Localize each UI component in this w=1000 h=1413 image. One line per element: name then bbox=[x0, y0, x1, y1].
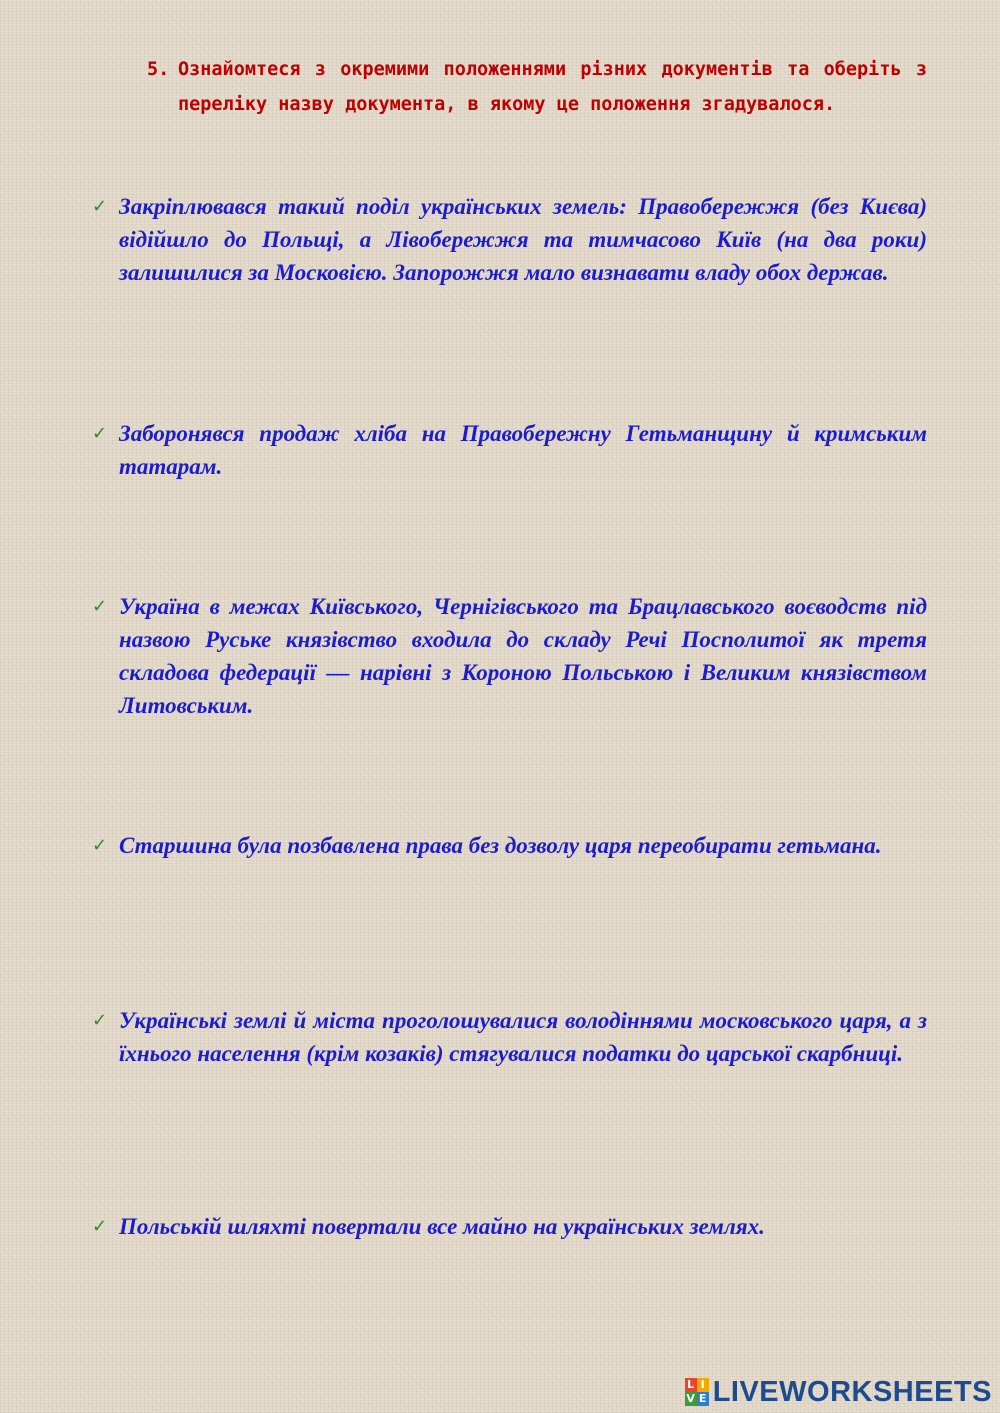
task-number: 5. bbox=[147, 59, 170, 80]
task-text: Ознайомтеся з окремими положеннями різних документів та оберіть з переліку назву документа, в якому це положення згадувалося. bbox=[178, 59, 927, 115]
checkmark-icon: ✓ bbox=[92, 196, 108, 217]
statement-item bbox=[92, 417, 927, 483]
liveworksheets-logo-icon: L I V E bbox=[685, 1378, 709, 1406]
statement-item bbox=[92, 1004, 927, 1070]
statement-text: Заборонявся продаж хліба на Правобережну Гетьманщину й кримським татарам. bbox=[119, 421, 927, 479]
statement-item bbox=[92, 190, 927, 289]
statement-text: Українські землі й міста проголошувалися володіннями московського царя, а з їхнього населення (крім козаків) стягувалися податки до царської скарбниці. bbox=[119, 1008, 927, 1066]
checkmark-icon: ✓ bbox=[92, 1010, 108, 1031]
statement-item bbox=[92, 829, 927, 862]
checkmark-icon: ✓ bbox=[92, 835, 108, 856]
statement-item bbox=[92, 590, 927, 722]
statement-item bbox=[92, 1210, 927, 1243]
task-instruction bbox=[147, 52, 927, 122]
statement-text: Закріплювався такий поділ українських земель: Правобережжя (без Києва) відійшло до Польщі, а Лівобережжя та тимчасово Київ (на два роки) залишилися за Московією. Запорожжя мало визнавати владу обох держав. bbox=[119, 194, 927, 285]
checkmark-icon: ✓ bbox=[92, 596, 108, 617]
statement-text: Україна в межах Київського, Чернігівського та Брацлавського воєводств під назвою Руське князівство входила до складу Речі Посполитої як третя складова федерації — нарівні з Короною Польською і Великим князівством Литовським. bbox=[119, 594, 927, 718]
logo-text: LIVEWORKSHEETS bbox=[712, 1375, 992, 1408]
checkmark-icon: ✓ bbox=[92, 423, 108, 444]
checkmark-icon: ✓ bbox=[92, 1216, 108, 1237]
statement-text: Старшина була позбавлена права без дозволу царя переобирати гетьмана. bbox=[119, 833, 882, 858]
liveworksheets-logo bbox=[685, 1375, 992, 1409]
statement-text: Польській шляхті повертали все майно на українських землях. bbox=[119, 1214, 765, 1239]
